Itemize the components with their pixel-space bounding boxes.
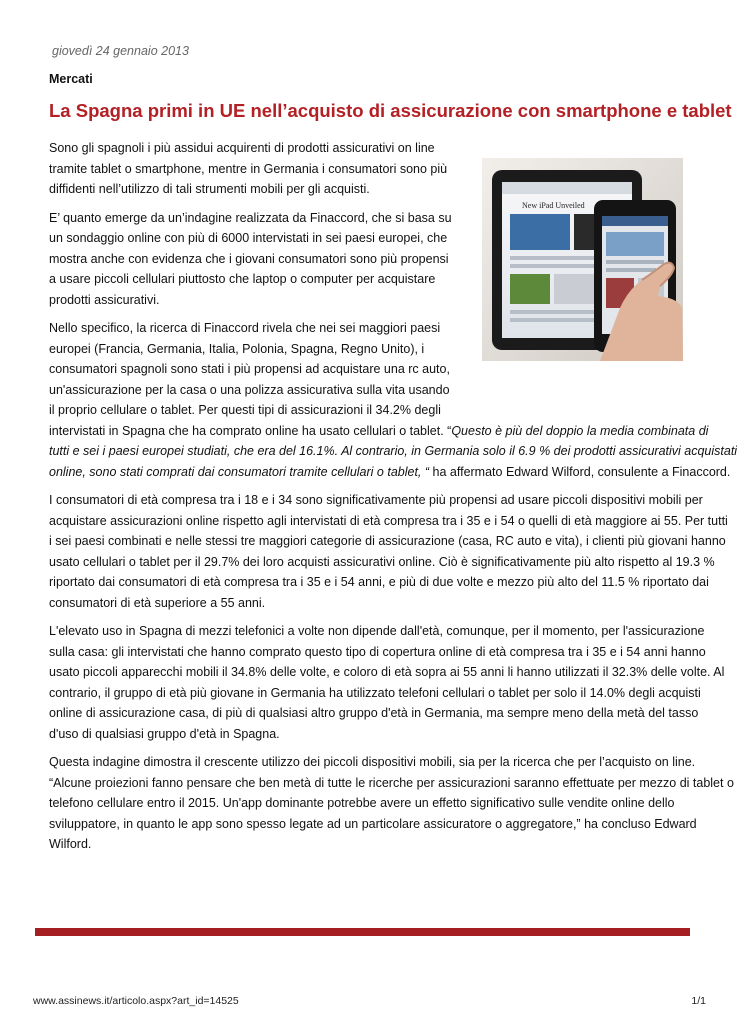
text-line: i sei paesi combinati e nelle stessi tre maggiori categorie di assicurazione (casa, RC auto e vita), i clienti più giovani hanno xyxy=(49,534,726,548)
text-line: a usare piccoli cellulari piuttosto che laptop o computer per acquistare xyxy=(49,272,436,286)
quote-text: tutti e sei i paesi europei studiati, che era del 16.1%. Al contrario, in Germania solo il 6.9 % dei prodotti assicurativi acquistati xyxy=(49,444,737,458)
text-run: ha affermato Edward Wilford, consulente a Finaccord. xyxy=(429,464,731,479)
text-line xyxy=(49,421,709,442)
text-line: online di assicurazione casa, di più di qualsiasi altro gruppo d'età in Germania, ma sempre meno della metà del tasso xyxy=(49,706,699,720)
text-line: sviluppatore, in quanto le app sono spesso legate ad un particolare assicuratore o aggregatore,” ha concluso Edward xyxy=(49,816,697,831)
quote-text: online, sono stati comprati dai consumatori tramite cellulari o tablet, “ xyxy=(49,464,430,479)
text-line: Sono gli spagnoli i più assidui acquirenti di prodotti assicurativi on line xyxy=(49,141,435,155)
paragraph xyxy=(49,490,728,613)
text-line: consumatori di età superiore a 55 anni. xyxy=(49,595,266,610)
section-label[interactable]: Mercati xyxy=(49,72,93,86)
page-number: 1/1 xyxy=(691,995,706,1007)
text-line: un'assicurazione per la casa o una polizza assicurativa sulla vita usando xyxy=(49,382,450,397)
text-line: mostra anche con evidenza che i giovani consumatori sono più propensi xyxy=(49,251,449,266)
text-line: d'uso di qualsiasi gruppo d'età in Spagna. xyxy=(49,726,280,741)
paragraph xyxy=(49,208,691,311)
paragraph xyxy=(49,621,725,744)
article-body xyxy=(49,138,737,863)
text-line: consumatori spagnoli sono stati i più propensi ad acquistare una rc auto, xyxy=(49,362,450,376)
text-line: usato cellulari o tablet per il 29.7% dei loro acquisti assicurativi online. Ciò è significativamente più alto rispetto al 19.3 % xyxy=(49,554,715,569)
text-line: E’ quanto emerge da un’indagine realizzata da Finaccord, che si basa su xyxy=(49,210,452,225)
text-line: prodotti assicurativi. xyxy=(49,292,160,307)
text-line xyxy=(49,441,737,462)
text-run: intervistati in Spagna che ha comprato online ha usato cellulari o tablet. “ xyxy=(49,423,452,438)
quote-text: Questo è più del doppio la media combinata di xyxy=(451,423,709,438)
tablet-screen-headline: New iPad Unveiled xyxy=(522,201,585,210)
paragraph xyxy=(49,138,691,200)
text-line: tramite tablet o smartphone, mentre in Germania i consumatori sono più xyxy=(49,161,448,176)
text-line: europei (Francia, Germania, Italia, Polonia, Spagna, Regno Unito), i xyxy=(49,341,425,356)
paragraph xyxy=(49,752,734,855)
paragraph xyxy=(49,318,737,482)
footer-divider-bar xyxy=(35,928,690,936)
text-line: Wilford. xyxy=(49,837,92,851)
text-line: sulla casa: gli intervistati che hanno comprato questo tipo di copertura online di età compresa tra i 35 e i 54 anni hanno xyxy=(49,644,706,659)
text-line: diffidenti nell’utilizzo di tali strumenti mobili per gli acquisti. xyxy=(49,182,370,196)
text-line xyxy=(49,462,731,483)
text-line: il proprio cellulare o tablet. Per questi tipi di assicurazioni il 34.2% degli xyxy=(49,403,441,417)
text-line: usato piccoli apparecchi mobili il 34.8% delle volte, e coloro di età sopra ai 55 anni li hanno utilizzati il 32.3% delle volte. Al xyxy=(49,665,725,679)
text-line: contrario, il gruppo di età più giovane in Germania ha utilizzato telefoni cellulari o tablet per solo il 14.0% degli acquisti xyxy=(49,685,701,700)
text-line: un sondaggio online con più di 6000 intervistati in sei paesi europei, che xyxy=(49,231,448,245)
text-line: riportato dai consumatori di età compresa tra i 35 e i 54 anni, e più di due volte e mezzo più alto del 11.5 % riportato dai xyxy=(49,575,709,589)
text-line: telefono cellulare entro il 2015. Un'app dominante potrebbe avere un effetto significativo sulle vendite online dello xyxy=(49,796,675,810)
text-line: L'elevato uso in Spagna di mezzi telefonici a volte non dipende dall'età, comunque, per il momento, per l'assicurazione xyxy=(49,624,705,638)
text-line: Questa indagine dimostra il crescente utilizzo dei piccoli dispositivi mobili, sia per la ricerca che per l’acquisto on line. xyxy=(49,755,696,769)
article-headline: La Spagna primi in UE nell’acquisto di assicurazione con smartphone e tablet xyxy=(49,100,732,121)
text-line: Nello specifico, la ricerca di Finaccord rivela che nei sei maggiori paesi xyxy=(49,321,441,335)
page-url[interactable]: www.assinews.it/articolo.aspx?art_id=14525 xyxy=(33,995,239,1007)
text-line: I consumatori di età compresa tra i 18 e i 34 sono significativamente più propensi ad usare piccoli dispositivi mobili per xyxy=(49,493,703,507)
text-line: “Alcune proiezioni fanno pensare che ben metà di tutte le ricerche per assicurazioni saranno effettuate per mezzo di tablet o xyxy=(49,775,734,790)
text-line: acquistare assicurazioni online rispetto agli intervistati di età compresa tra i 35 e i 54 o quelli di età maggiore ai 55. Per tutti xyxy=(49,513,728,528)
article-date: giovedì 24 gennaio 2013 xyxy=(52,44,189,58)
